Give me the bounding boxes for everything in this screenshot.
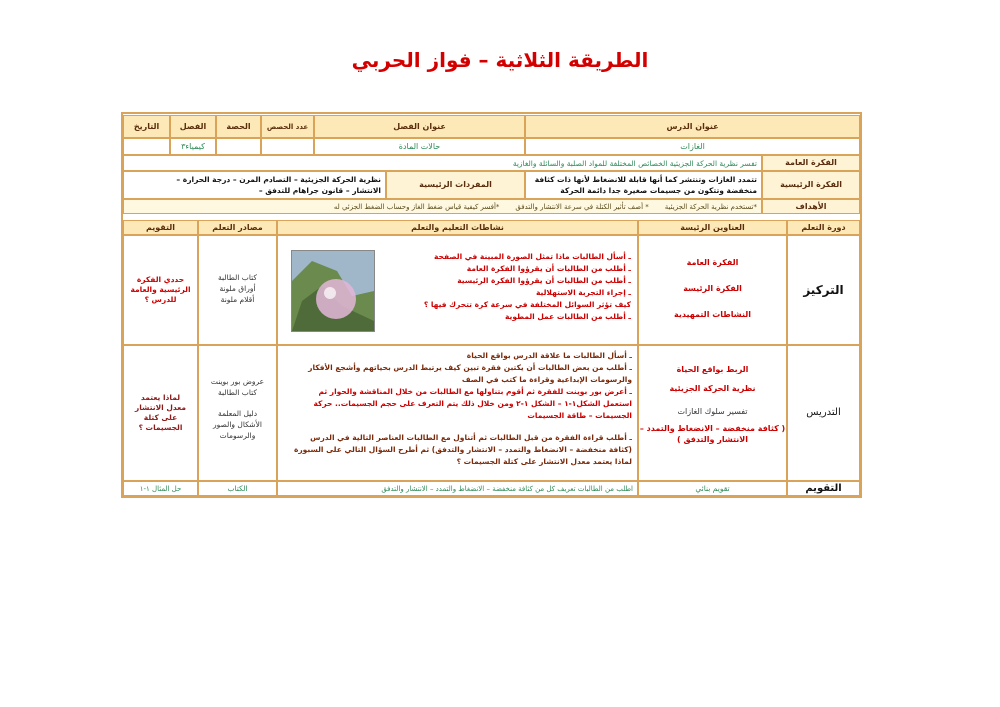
- teach-resource: والرسومات: [219, 431, 256, 440]
- teach-resource: دليل المعلمة: [217, 409, 258, 418]
- teach-activity: (كثافة منخفضة – الانضغاط والتمدد – الانتشار والتدفق) ثم أطرح السؤال التالي على السبورة: [293, 445, 632, 454]
- focus-resource: أقلام ملونة: [220, 295, 255, 304]
- main-idea-label: الفكرة الرئيسية: [762, 171, 860, 199]
- teach-activity: ـ أطلب من بعض الطالبات أن يكتبن فقرة تبين كيف يرتبط الدرس بحياتهم وأشجع الأفكار: [308, 363, 632, 372]
- teach-resource: عروض بور بوينت: [210, 377, 265, 386]
- focus-title: الفكرة الرئيسة: [683, 284, 742, 293]
- class-value: كيمياء٣: [170, 138, 216, 155]
- chapter-title-label: عنوان الفصل: [314, 115, 525, 138]
- eval-title: تقويم بنائي: [638, 481, 787, 496]
- objective-item: *أفسر كيفية قياس ضغط الغاز وحساب الضغط الجزئي له: [333, 203, 500, 211]
- vocabulary-line: الانتشار – قانون جراهام للتدفق –: [258, 186, 381, 195]
- main-idea-text: [525, 171, 762, 199]
- eval-resource: الكتاب: [198, 481, 277, 496]
- lesson-title-value: الغازات: [525, 138, 860, 155]
- objective-item: * أصف تأثير الكتلة في سرعة الانتشار والتدفق: [515, 203, 649, 211]
- objectives-label: الأهداف: [762, 199, 860, 214]
- lesson-title-label: عنوان الدرس: [525, 115, 860, 138]
- teach-activity: ـ أعرض بور بوينت للفقرة ثم أقوم بتناولها مع الطالبات من خلال المناقشة والحوار ثم: [318, 387, 632, 396]
- teach-activity: لماذا يعتمد معدل الانتشار على كتلة الجسيمات ؟: [456, 457, 632, 466]
- focus-activity: كيف تؤثر السوائل المختلفة في سرعة كرة تتحرك فيها ؟: [423, 300, 631, 309]
- focus-title: الفكرة العامة: [686, 258, 739, 267]
- page-title: الطريقة الثلاثية – فواز الحربي: [351, 48, 649, 72]
- vocabulary-text: [123, 171, 386, 199]
- teach-activity: استعمل الشكل١-١ – الشكل ١-٢ ومن خلال ذلك يتم التعرف على حجم الجسيمات.. حركة: [313, 399, 632, 408]
- focus-activity: ـ إجراء التجربة الاستهلالية: [536, 288, 631, 297]
- focus-assessment: حددي الفكرة الرئيسية والعامة للدرس ؟: [123, 235, 198, 345]
- focus-resource: كتاب الطالبة: [218, 273, 257, 282]
- teach-resource: كتاب الطالبة: [218, 388, 257, 397]
- rolling-ball-image: [291, 250, 375, 332]
- teach-activity: ـ أسأل الطالبات ما علاقة الدرس بواقع الحياة: [466, 351, 632, 360]
- period-label: الحصة: [216, 115, 261, 138]
- teach-activities: [277, 345, 638, 481]
- focus-titles: [638, 235, 787, 345]
- num-periods-label: عدد الحصص: [261, 115, 314, 138]
- header-cycle: دورة التعلم: [787, 220, 860, 235]
- chapter-title-value: حالات المادة: [314, 138, 525, 155]
- focus-resources: [198, 235, 277, 345]
- stage-focus: التركيز: [787, 235, 860, 345]
- teach-activity: ـ أطلب قراءة الفقرة من قبل الطالبات ثم أتناول مع الطالبات العناصر التالية في الدرس: [310, 433, 632, 442]
- header-assessment: التقويم: [123, 220, 198, 235]
- teach-title: نظرية الحركة الجزيئية: [669, 384, 756, 393]
- eval-assessment: حل المثال ١-١: [123, 481, 198, 496]
- teach-assessment: لماذا يعتمد معدل الانتشار على كتلة الجسيمات ؟: [123, 345, 198, 481]
- teach-resource: الأشكال والصور: [213, 420, 262, 429]
- objectives-text: [123, 199, 762, 214]
- focus-activity: ـ أطلب من الطالبات أن يقرؤوا الفكرة العامة: [466, 264, 631, 273]
- focus-activity: ـ أطلب من الطالبات أن يقرؤوا الفكرة الرئيسية: [457, 276, 631, 285]
- period-value: [216, 138, 261, 155]
- num-periods-value: [261, 138, 314, 155]
- main-idea-line: تتمدد الغازات وتنتشر كما أنها قابلة للانضغاط لأنها ذات كثافة: [534, 175, 757, 184]
- stage-teaching: التدريس: [787, 345, 860, 481]
- stage-evaluation: التقويم: [787, 481, 860, 496]
- main-idea-line: منخفضة وتتكون من جسيمات صغيرة جدا دائمة الحركة: [560, 186, 757, 195]
- eval-activity: اطلب من الطالبات تعريف كل من كثافة منخفضة – الانضغاط والتمدد – الانتشار والتدفق: [277, 481, 638, 496]
- date-value: [123, 138, 170, 155]
- teach-title: ( كثافة منخفضة – الانضغاط والتمدد – الانتشار والتدفق ): [639, 424, 786, 444]
- teach-activity: والرسومات الإبداعية وقراءة ما كتب في الصف: [461, 375, 632, 384]
- class-label: الفصل: [170, 115, 216, 138]
- teach-title: تفسير سلوك الغازات: [677, 407, 748, 416]
- teach-activity: الجسيمات – طاقة الجسيمات: [527, 411, 632, 420]
- header-main-titles: العناوين الرئيسة: [638, 220, 787, 235]
- focus-title: النشاطات التمهيدية: [674, 310, 751, 319]
- objective-item: *تستخدم نظرية الحركة الجزيئية: [664, 203, 757, 211]
- teach-title: الربط بواقع الحياة: [676, 365, 749, 374]
- vocabulary-line: نظرية الحركة الجزيئية – التصادم المرن – درجة الحرارة –: [176, 175, 381, 184]
- teach-resources: [198, 345, 277, 481]
- vocabulary-label: المفردات الرئيسية: [386, 171, 525, 199]
- focus-activity: ـ أسأل الطالبات ماذا تمثل الصورة المبينة في الصفحة: [434, 252, 631, 261]
- general-idea-text: تفسر نظرية الحركة الجزيئية الخصائص المختلفة للمواد الصلبة والسائلة والغازية: [123, 155, 762, 171]
- teach-titles: [638, 345, 787, 481]
- focus-resource: أوراق ملونة: [219, 284, 256, 293]
- header-resources: مصادر التعلم: [198, 220, 277, 235]
- header-activities: نشاطات التعليم والتعلم: [277, 220, 638, 235]
- focus-activity: ـ أطلب من الطالبات عمل المطوية: [504, 312, 631, 321]
- date-label: التاريخ: [123, 115, 170, 138]
- general-idea-label: الفكرة العامة: [762, 155, 860, 171]
